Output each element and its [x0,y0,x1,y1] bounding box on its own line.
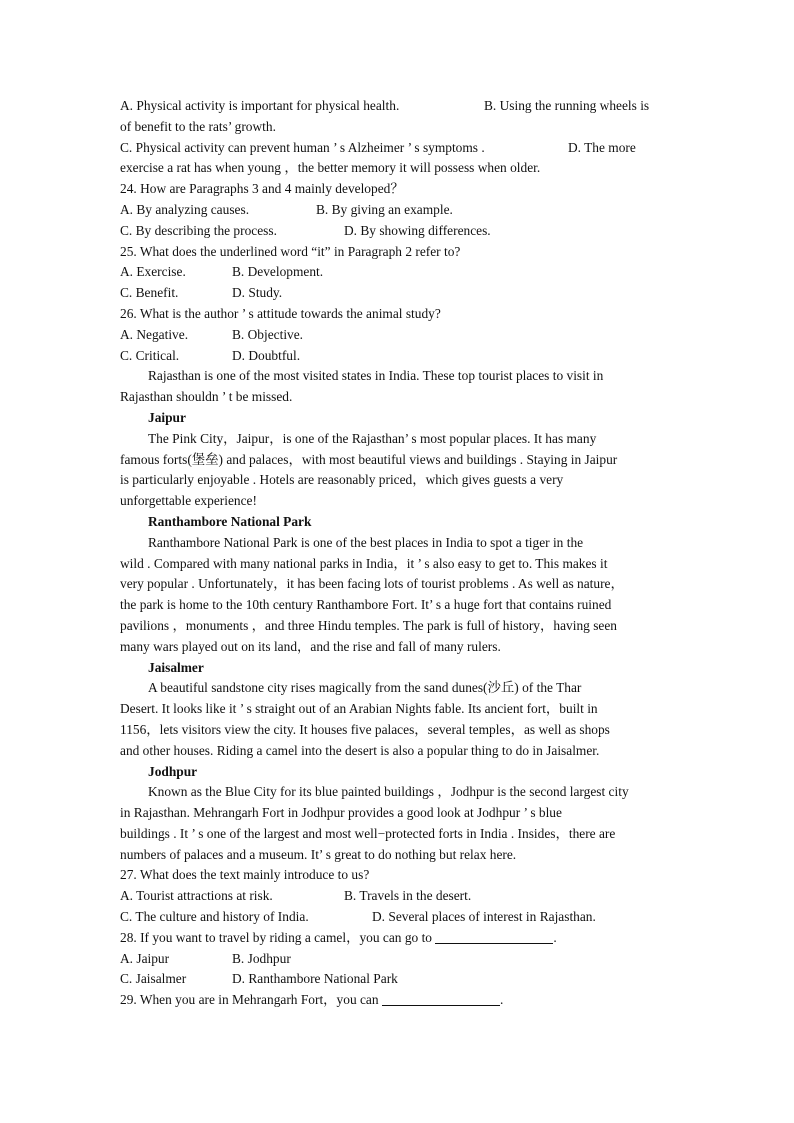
ranthambore-line-1: Ranthambore National Park is one of the best places in India to spot a tiger in the [148,534,584,550]
jaisalmer-line-3: 1156，lets visitors view the city. It houses five palaces，several temples，as well as shops [120,721,610,737]
q25-option-d: D. Study. [232,285,283,301]
q25-option-a: A. Exercise. [120,264,186,280]
ranthambore-line-6: many wars played out on its land，and the rise and fall of many rulers. [120,638,501,654]
ranthambore-line-4: the park is home to the 10th century Ranthambore Fort. It’ s a huge fort that contains ruined [120,597,612,613]
q26-option-b: B. Objective. [232,326,304,342]
q27-question: 27. What does the text mainly introduce to us? [120,867,370,883]
document-page [120,96,672,1011]
q26-question: 26. What is the author ’ s attitude towards the animal study? [120,305,441,321]
jaipur-line-3: is particularly enjoyable . Hotels are reasonably priced，which gives guests a very [120,472,564,488]
q27-option-c: C. The culture and history of India. [120,909,309,925]
q29-end: . [499,992,504,1008]
jaisalmer-line-1: A beautiful sandstone city rises magically from the sand dunes(沙丘) of the Thar [148,680,582,696]
q26-row-2 [120,346,672,367]
q28-question: 28. If you want to travel by riding a camel，you can go to [120,929,432,945]
heading-jaisalmer: Jaisalmer [148,659,204,675]
q27-option-a: A. Tourist attractions at risk. [120,888,273,904]
q24-option-c: C. By describing the process. [120,222,277,238]
q29-answer-blank[interactable] [382,991,500,1006]
q24-option-a: A. By analyzing causes. [120,201,250,217]
q28-answer-blank[interactable] [435,929,553,944]
q23-option-d-cont: exercise a rat has when young ，the better memory it will possess when older. [120,160,541,176]
q25-row-1 [120,262,672,283]
ranthambore-line-2: wild . Compared with many national parks in India，it ’ s also easy to get to. This makes it [120,555,608,571]
jaipur-line-4: unforgettable experience! [120,493,257,509]
jodhpur-line-2: in Rajasthan. Mehrangarh Fort in Jodhpur provides a good look at Jodhpur ’ s blue [120,805,562,821]
q28-option-b: B. Jodhpur [232,950,291,966]
jaipur-line-2: famous forts(堡垒) and palaces，with most beautiful views and buildings . Staying in Jaipur [120,451,618,467]
q24-row-2 [120,221,672,242]
q26-option-c: C. Critical. [120,347,180,363]
ranthambore-line-3: very popular . Unfortunately，it has been facing lots of tourist problems . As well as nature， [120,576,624,592]
q27-option-d: D. Several places of interest in Rajasthan. [372,909,596,925]
q25-question: 25. What does the underlined word “it” in Paragraph 2 refer to? [120,243,461,259]
jaisalmer-line-4: and other houses. Riding a camel into the desert is also a popular thing to do in Jaisalmer. [120,742,600,758]
q24-option-b: B. By giving an example. [316,201,453,217]
q26-option-d: D. Doubtful. [232,347,301,363]
jodhpur-line-3: buildings . It ’ s one of the largest and most well−protected forts in India . Insides，there are [120,825,616,841]
heading-ranthambore: Ranthambore National Park [148,513,312,529]
q23-option-b-cont: of benefit to the rats’ growth. [120,118,276,134]
q28-row-1 [120,949,672,970]
q29-line [120,990,672,1011]
q26-row-1 [120,325,672,346]
q24-question: 24. How are Paragraphs 3 and 4 mainly developed？ [120,181,404,197]
q23-line-1 [120,96,672,117]
q27-option-b: B. Travels in the desert. [344,888,472,904]
q23-line-3 [120,138,672,159]
q26-option-a: A. Negative. [120,326,189,342]
q28-row-2 [120,969,672,990]
jodhpur-line-4: numbers of palaces and a museum. It’ s great to do nothing but relax here. [120,846,517,862]
q25-option-c: C. Benefit. [120,285,179,301]
heading-jodhpur: Jodhpur [148,763,198,779]
q24-option-d: D. By showing differences. [344,222,491,238]
jaisalmer-line-2: Desert. It looks like it ’ s straight out of an Arabian Nights fable. Its ancient fort，built in [120,701,598,717]
q28-option-a: A. Jaipur [120,950,170,966]
q23-option-a: A. Physical activity is important for physical health. [120,98,400,113]
passage-intro-line-1: Rajasthan is one of the most visited states in India. These top tourist places to visit in [148,368,604,384]
q23-option-d: D. The more [568,139,636,155]
q28-option-c: C. Jaisalmer [120,971,187,987]
q27-row-2 [120,907,672,928]
q23-option-c: C. Physical activity can prevent human ’ s Alzheimer ’ s symptoms . [120,139,485,155]
q23-option-b: B. Using the running wheels is [484,98,650,113]
q29-question: 29. When you are in Mehrangarh Fort，you can [120,992,379,1008]
q27-row-1 [120,886,672,907]
q28-option-d: D. Ranthambore National Park [232,971,398,987]
passage-intro-line-2: Rajasthan shouldn ’ t be missed. [120,389,293,405]
q25-option-b: B. Development. [232,264,324,280]
q25-row-2 [120,283,672,304]
jaipur-line-1: The Pink City，Jaipur，is one of the Rajasthan’ s most popular places. It has many [148,430,597,446]
q24-row-1 [120,200,672,221]
heading-jaipur: Jaipur [148,409,186,425]
ranthambore-line-5: pavilions ，monuments ，and three Hindu temples. The park is full of history，having seen [120,617,617,633]
jodhpur-line-1: Known as the Blue City for its blue painted buildings ，Jodhpur is the second largest city [148,784,629,800]
q28-end: . [553,929,557,945]
q28-line [120,928,672,949]
